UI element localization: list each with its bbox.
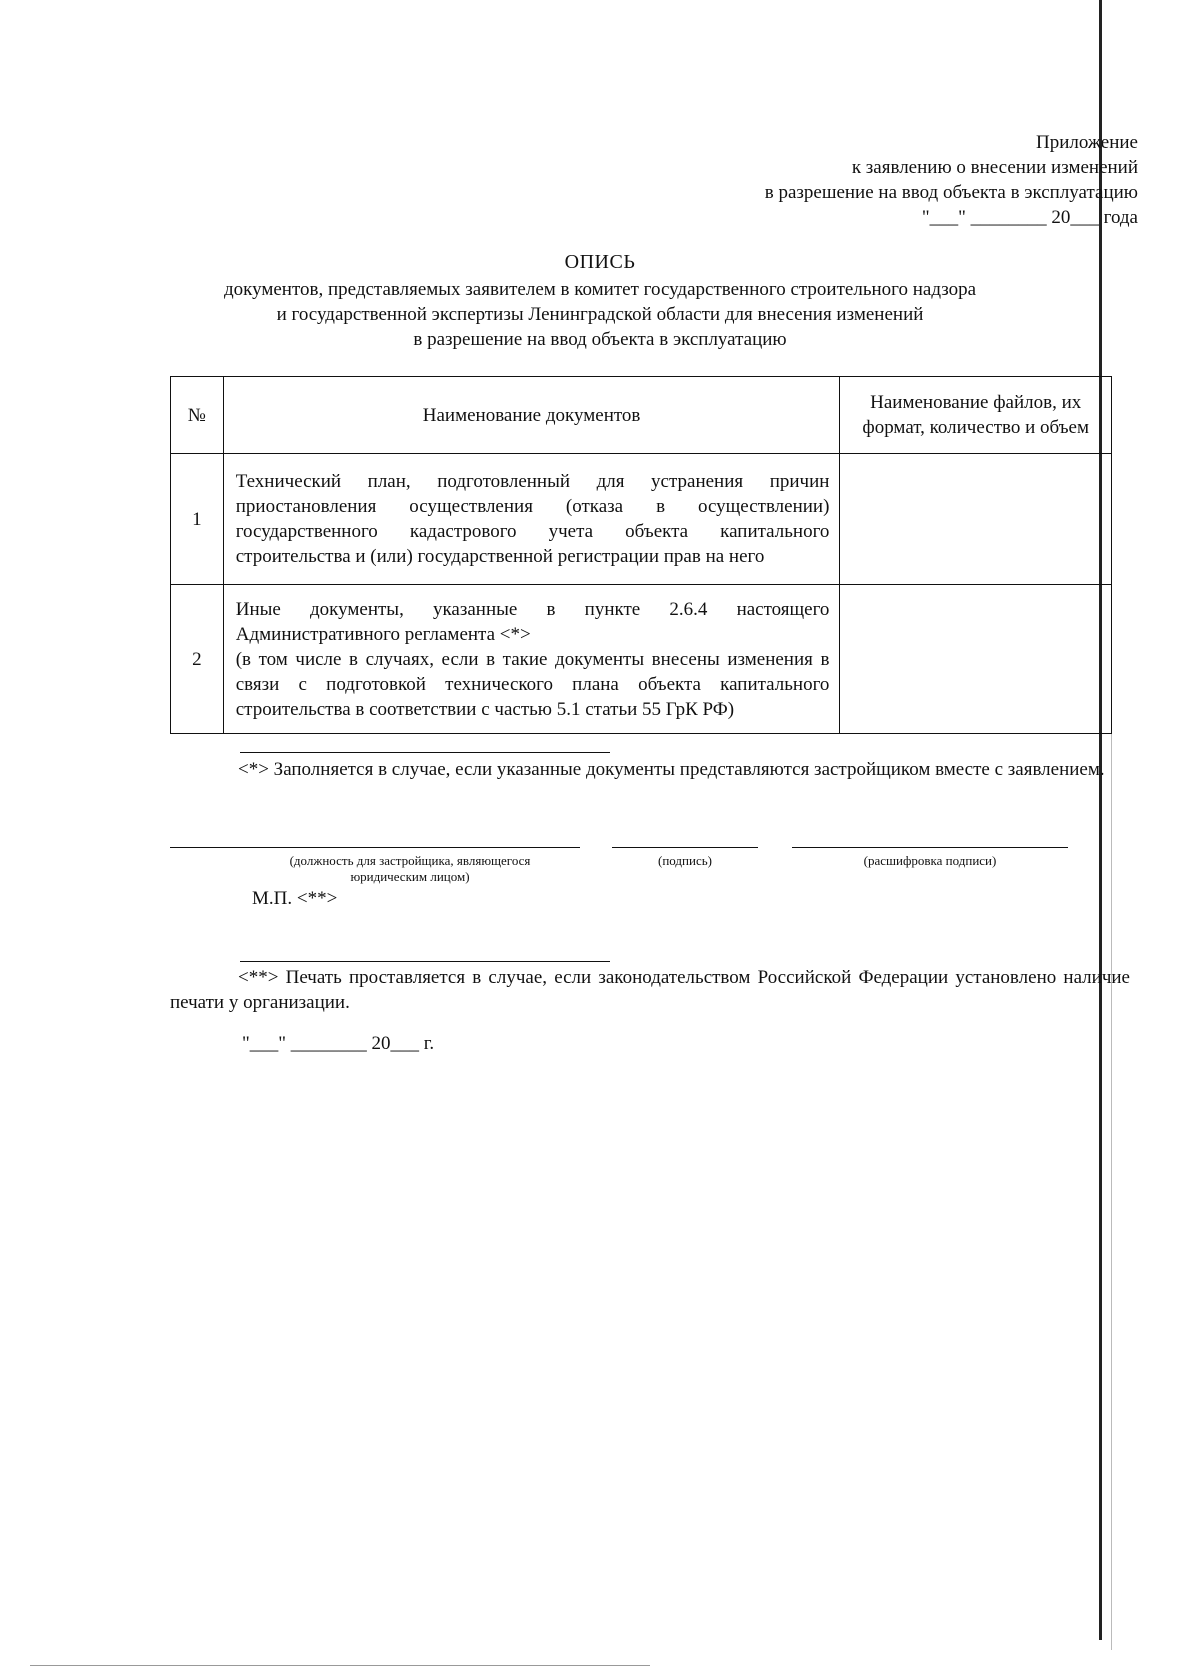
stamp-placeholder: М.П. <**> xyxy=(252,888,338,909)
row-document-text: Технический план, подготовленный для устранения причин приостановления осуществления (отказа в осуществлении) государственного кадастрового учета объекта капитального строительства и (или) государственной регистрации прав на него xyxy=(223,454,840,585)
documents-table xyxy=(170,376,1112,734)
document-title-block xyxy=(160,250,1040,352)
annex-date: "___" ________ 20___ года xyxy=(921,207,1138,228)
annex-line-3: в разрешение на ввод объекта в эксплуатацию xyxy=(764,182,1138,203)
footnote-2-text: <**> Печать проставляется в случае, если законодательством Российской Федерации установлено наличие печати у организации. xyxy=(170,967,1130,1013)
position-caption: (должность для застройщика, являющегося юридическим лицом) xyxy=(289,853,531,884)
footnote-1-text: <*> Заполняется в случае, если указанные документы представляются застройщиком вместе с заявлением. xyxy=(238,759,1105,780)
document-heading: ОПИСЬ xyxy=(564,251,636,273)
table-row xyxy=(171,454,1112,585)
row-files-cell xyxy=(840,585,1112,734)
position-line xyxy=(170,847,580,848)
row-document-text-part-1: Иные документы, указанные в пункте 2.6.4 настоящего Административного регламента <*> xyxy=(235,598,830,645)
footnote-separator-1 xyxy=(240,752,610,753)
annex-title: Приложение xyxy=(1036,132,1138,153)
row-document-text xyxy=(223,585,840,734)
signature-line xyxy=(612,847,758,848)
document-subtitle-line-2: и государственной экспертизы Ленинградской области для внесения изменений xyxy=(276,304,924,325)
annex-header xyxy=(538,130,1138,230)
footnote-separator-2 xyxy=(240,961,610,962)
footnote-1 xyxy=(170,757,1130,782)
document-subtitle-line-1: документов, представляемых заявителем в комитет государственного строительного надзора xyxy=(223,279,977,300)
table-row xyxy=(171,585,1112,734)
decoding-caption: (расшифровка подписи) xyxy=(863,853,997,868)
row-number: 2 xyxy=(171,585,224,734)
decoding-line xyxy=(792,847,1068,848)
scan-artifact-vertical-line xyxy=(1099,0,1102,1640)
annex-line-2: к заявлению о внесении изменений xyxy=(851,157,1138,178)
signature-caption: (подпись) xyxy=(658,853,712,868)
footnote-2 xyxy=(170,965,1130,1015)
row-document-text-part-2: (в том числе в случаях, если в такие документы внесены изменения в связи с подготовкой технического плана объекта капитального строительства в соответствии с частью 5.1 статьи 55 ГрК РФ) xyxy=(235,648,830,720)
row-files-cell xyxy=(840,454,1112,585)
header-document-name: Наименование документов xyxy=(223,377,840,454)
date-line: "___" ________ 20___ г. xyxy=(242,1033,435,1054)
header-number: № xyxy=(171,377,224,454)
row-number: 1 xyxy=(171,454,224,585)
scan-artifact-horizontal-line xyxy=(30,1665,650,1666)
document-subtitle-line-3: в разрешение на ввод объекта в эксплуатацию xyxy=(413,329,787,350)
header-files: Наименование файлов, их формат, количество и объем xyxy=(840,377,1112,454)
table-header-row xyxy=(171,377,1112,454)
